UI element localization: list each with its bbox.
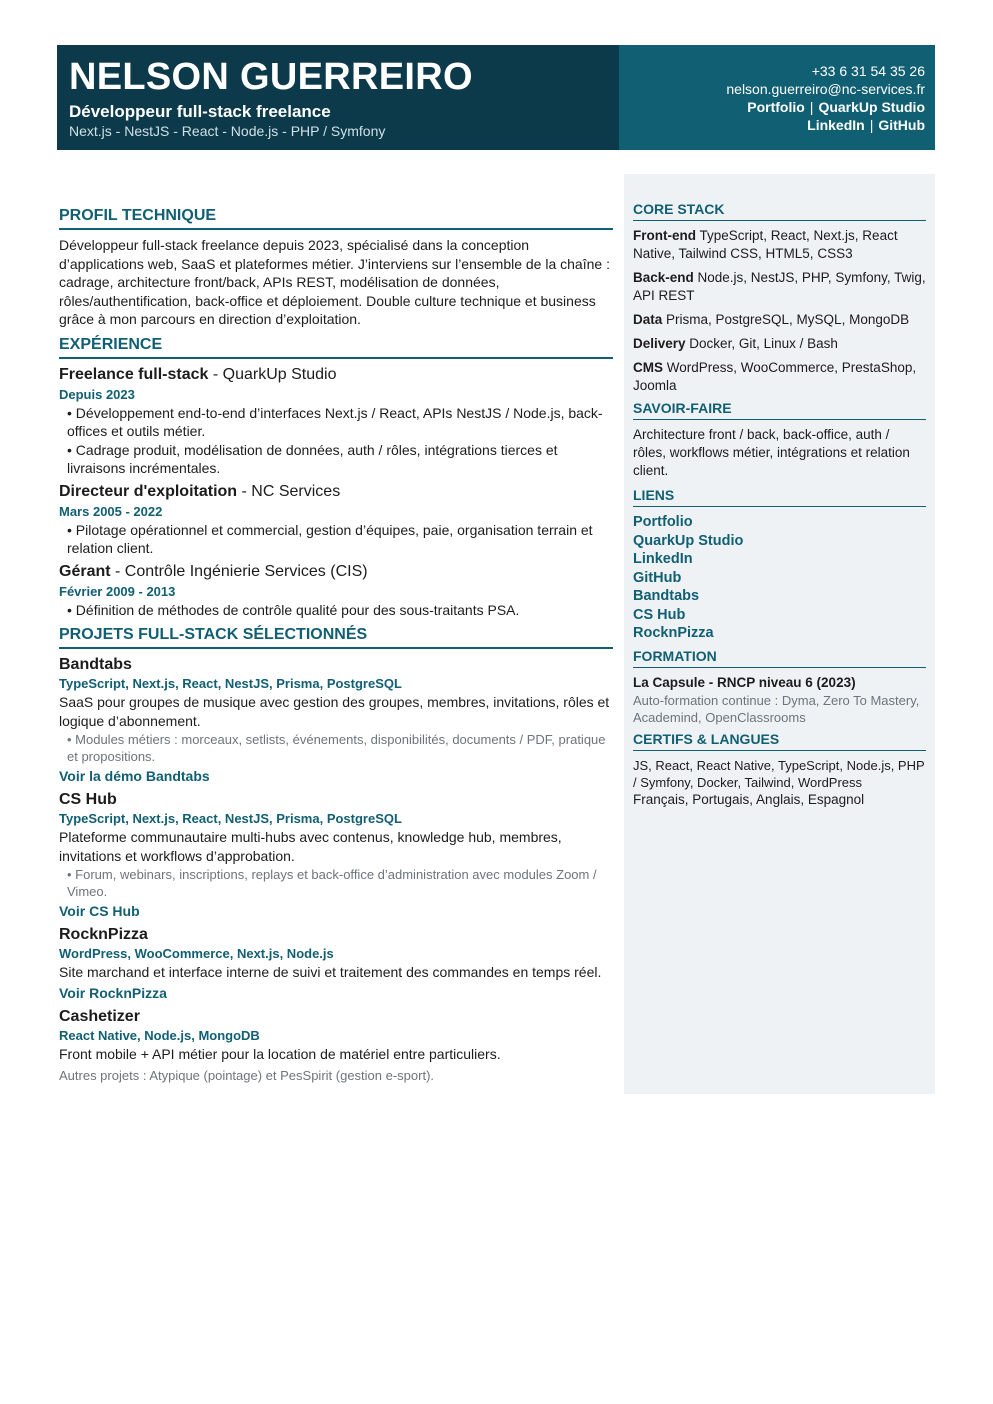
section-title-profile: PROFIL TECHNIQUE [59,206,613,230]
header-link-portfolio[interactable]: Portfolio [747,99,805,115]
header-identity [57,45,619,150]
section-title-core-stack: CORE STACK [633,200,926,221]
job-date: Février 2009 - 2013 [59,583,176,599]
project-detail: • Forum, webinars, inscriptions, replays et back-office d’administration avec modules Zoom / Vimeo. [67,867,597,899]
section-title-certifs: CERTIFS & LANGUES [633,730,926,751]
job-date: Mars 2005 - 2022 [59,503,163,519]
profile-text: Développeur full-stack freelance depuis 2023, spécialisé dans la conception d’applications web, SaaS et plateformes métier. J’interviens sur l’ensemble de la chaîne : cadrage, architecture front/back, APIs REST, modélisation de données, rôles/authentification, back-office et déploiement. Double culture technique et business grâce à mon parcours en direction d’exploitation. [59,237,610,327]
main-column [59,198,613,1084]
sidebar-link-bandtabs[interactable]: Bandtabs [633,588,700,604]
project-name: RocknPizza [59,926,148,943]
section-title-formation: FORMATION [633,647,926,668]
stack-row: Front-end TypeScript, React, Next.js, React Native, Tailwind CSS, HTML5, CSS3 [633,228,898,261]
header-links-row-2 [619,116,925,134]
project-tech: WordPress, WooCommerce, Next.js, Node.js [59,946,334,961]
job-entry [59,482,613,558]
candidate-role: Développeur full-stack freelance [69,102,331,121]
section-title-liens: LIENS [633,486,926,507]
job-bullet: • Définition de méthodes de contrôle qualité pour des sous-traitants PSA. [67,601,520,618]
job-title: Directeur d'exploitation - NC Services [59,482,341,500]
sidebar-link-rocknpizza[interactable]: RocknPizza [633,625,714,641]
phone-number: +33 6 31 54 35 26 [811,63,925,79]
sidebar-link-portfolio[interactable]: Portfolio [633,514,693,530]
sidebar-link-github[interactable]: GitHub [633,569,682,586]
project-link[interactable]: Voir CS Hub [59,903,140,919]
stack-row: CMS WordPress, WooCommerce, PrestaShop, Joomla [633,360,917,393]
project-desc: Site marchand et interface interne de suivi et traitement des commandes en temps réel. [59,964,602,980]
header-link-github[interactable]: GitHub [878,117,925,133]
header-link-quarkup[interactable]: QuarkUp Studio [818,99,925,115]
stack-row: Back-end Node.js, NestJS, PHP, Symfony, Twig, API REST [633,270,926,303]
project-name: Bandtabs [59,656,132,673]
section-title-savoir-faire: SAVOIR-FAIRE [633,399,926,420]
header-links-row-1 [619,98,925,116]
project-entry [59,1007,613,1064]
project-tech: React Native, Node.js, MongoDB [59,1027,260,1043]
job-entry [59,562,613,620]
job-bullet: • Cadrage produit, modélisation de données, auth / rôles, intégrations tierces et livraisons incrémentales. [67,441,558,476]
project-desc: SaaS pour groupes de musique avec gestion des groupes, membres, invitations, rôles et logique d’abonnement. [59,694,610,729]
project-link[interactable]: Voir RocknPizza [59,984,167,1001]
sidebar [624,174,935,1094]
project-entry [59,925,613,1002]
section-title-experience: EXPÉRIENCE [59,335,613,359]
project-tech: TypeScript, Next.js, React, NestJS, Prisma, PostgreSQL [59,676,402,691]
section-title-projects: PROJETS FULL-STACK SÉLECTIONNÉS [59,625,613,649]
project-name: CS Hub [59,791,117,808]
header-link-linkedin[interactable]: LinkedIn [807,117,865,133]
certifs-skills: JS, React, React Native, TypeScript, Node.js, PHP / Symfony, Docker, Tailwind, WordPress [633,757,925,790]
link-separator: | [869,117,874,133]
job-title: Gérant - Contrôle Ingénierie Services (CIS) [59,562,368,580]
candidate-stack: Next.js - NestJS - React - Node.js - PHP / Symfony [69,123,386,139]
other-projects: Autres projets : Atypique (pointage) et PesSpirit (gestion e-sport). [59,1068,435,1083]
links-list [633,513,926,643]
cv-header [57,45,935,150]
email-address[interactable]: nelson.guerreiro@nc-services.fr [726,81,925,97]
project-link[interactable]: Voir la démo Bandtabs [59,768,210,784]
job-bullet: • Développement end-to-end d’interfaces Next.js / React, APIs NestJS / Node.js, back-offices et outils métier. [67,404,603,439]
job-date: Depuis 2023 [59,386,135,402]
stack-row: Data Prisma, PostgreSQL, MySQL, MongoDB [633,312,910,327]
sidebar-link-quarkup[interactable]: QuarkUp Studio [633,532,744,549]
project-entry [59,790,613,920]
job-entry [59,365,613,478]
candidate-name: NELSON GUERREIRO [69,56,473,98]
project-name: Cashetizer [59,1007,140,1025]
project-detail: • Modules métiers : morceaux, setlists, événements, disponibilités, documents / PDF, pratique et propositions. [67,732,606,764]
link-separator: | [809,99,814,115]
languages: Français, Portugais, Anglais, Espagnol [633,791,865,807]
job-bullet: • Pilotage opérationnel et commercial, gestion d’équipes, paie, organisation terrain et relation client. [67,521,593,556]
savoir-faire-text: Architecture front / back, back-office, auth / rôles, workflows métier, intégrations et relation client. [633,427,910,478]
project-desc: Plateforme communautaire multi-hubs avec contenus, knowledge hub, membres, invitations et workflows d’approbation. [59,829,562,864]
stack-row: Delivery Docker, Git, Linux / Bash [633,336,838,351]
project-desc: Front mobile + API métier pour la location de matériel entre particuliers. [59,1045,501,1062]
sidebar-link-linkedin[interactable]: LinkedIn [633,551,693,567]
job-title: Freelance full-stack - QuarkUp Studio [59,365,337,383]
header-contact [619,45,935,150]
formation-note: Auto-formation continue : Dyma, Zero To Mastery, Academind, OpenClassrooms [633,692,920,725]
formation-degree: La Capsule - RNCP niveau 6 (2023) [633,674,856,690]
project-entry [59,655,613,785]
project-tech: TypeScript, Next.js, React, NestJS, Prisma, PostgreSQL [59,811,402,826]
sidebar-link-cshub[interactable]: CS Hub [633,606,686,623]
